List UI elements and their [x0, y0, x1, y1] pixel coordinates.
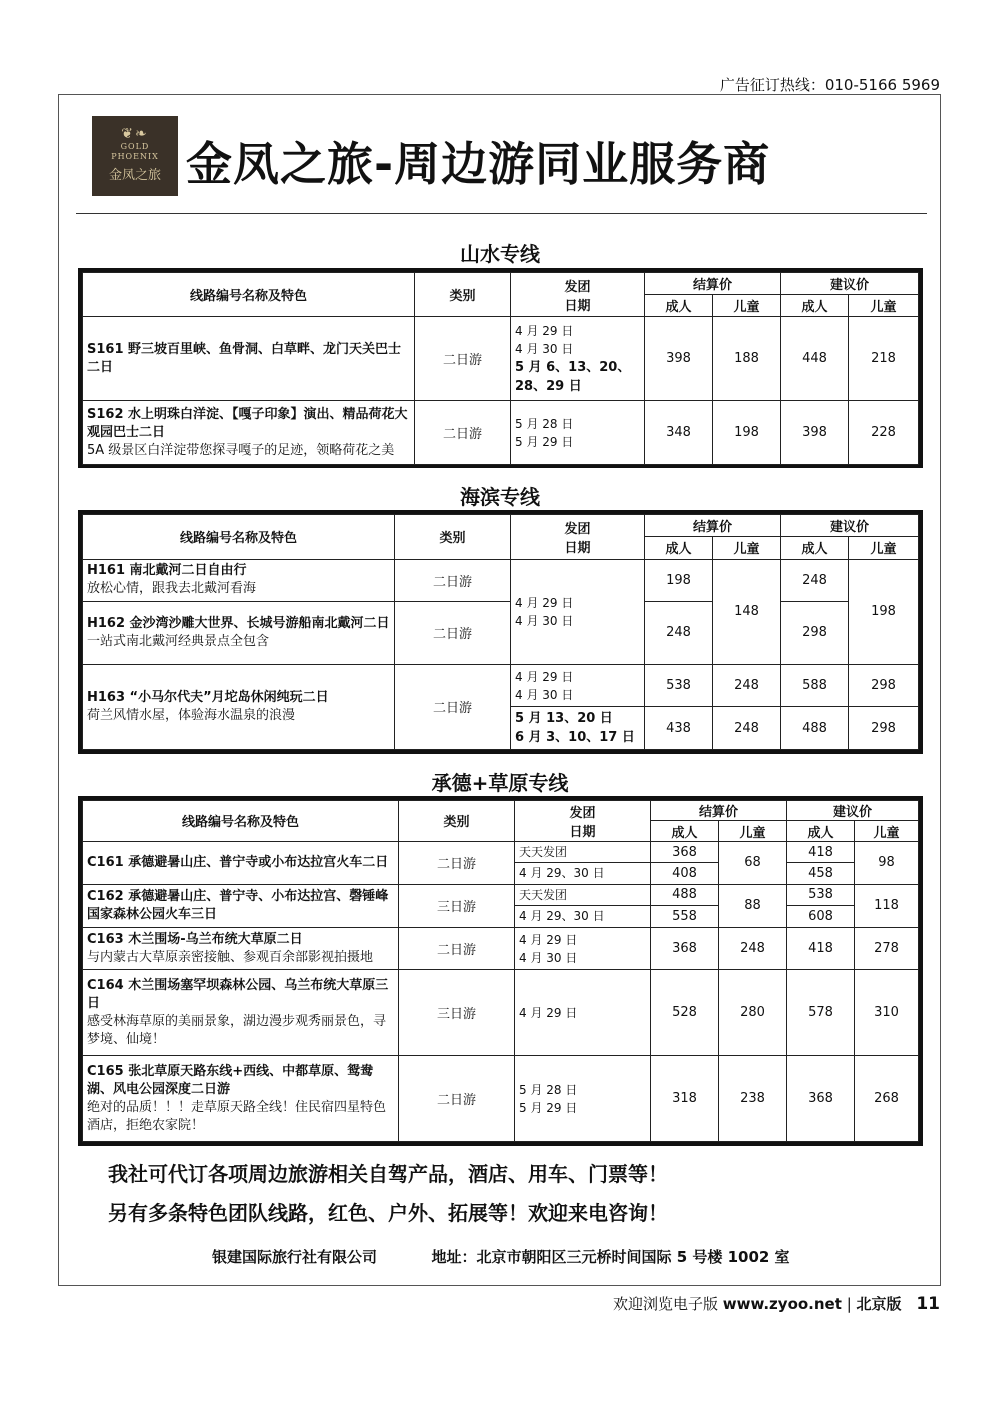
phoenix-swirl-icon: ❦❧	[121, 126, 149, 142]
table-row: C163 木兰围场-乌兰布统大草原二日 与内蒙古大草原亲密接触、参观百余部影视拍摄地 二日游 4 月 29 日 4 月 30 日 368 248 418 278	[83, 927, 919, 970]
title-divider	[76, 213, 927, 214]
company-name: 银建国际旅行社有限公司	[212, 1248, 378, 1266]
table-row: S161 野三坡百里峡、鱼骨洞、白草畔、龙门天关巴士二日 二日游 4 月 29 日 4 月 30 日 5 月 6、13、20、28、29 日 398 188 448 218	[83, 317, 919, 401]
table-row: C164 木兰围场塞罕坝森林公园、乌兰布统大草原三日 感受林海草原的美丽景象，湖边漫步观秀丽景色，寻梦境、仙境！ 三日游 4 月 29 日 528 280 578 310	[83, 970, 919, 1056]
table-row: C162 承德避暑山庄、普宁寺、小布达拉宫、磬锤峰国家森林公园火车三日 三日游 天天发团 488 88 538 118	[83, 884, 919, 905]
section-title-chengde: 承德+草原专线	[431, 771, 569, 795]
table-row: S162 水上明珠白洋淀、【嘎子印象】演出、精品荷花大观园巴士二日 5A 级景区白洋淀带您探寻嘎子的足迹，领略荷花之美 二日游 5 月 28 日 5 月 29 日 348 198 398 228	[83, 401, 919, 465]
website-link[interactable]: www.zyoo.net	[722, 1295, 842, 1313]
page-title: 金凤之旅-周边游同业服务商	[186, 137, 771, 191]
ad-hotline: 广告征订热线：010-5166 5969	[719, 76, 940, 94]
section-title-haibin: 海滨专线	[460, 485, 540, 509]
gold-phoenix-logo: ❦❧ GOLD PHOENIX 金凤之旅	[92, 116, 178, 196]
page-number: 11	[916, 1294, 940, 1314]
table-row: H163 “小马尔代夫”月坨岛休闲纯玩二日 荷兰风情水屋，体验海水温泉的浪漫 二日游 4 月 29 日 4 月 30 日 538 248 588 298	[83, 664, 919, 707]
table-shanshui: 线路编号名称及特色 类别 发团 日期 结算价 建议价 成人 儿童 成人 儿童 S161 野三坡百里峡、鱼骨洞、白草畔、龙门天关巴士二日 二日游 4 月 29 日 4 月 30 日 5 月 6、13、20、28、29 日 398 188 448 218 S162 水上明珠白洋淀、【嘎子印象】演出、精品荷花大观园巴士二日 5A 级景区白洋淀带您探寻嘎子的足迹，领略荷花之美 二日游 5 月 28 日 5 月 29 日 348 198 398 228	[78, 268, 923, 468]
promo-line-2: 另有多条特色团队线路，红色、户外、拓展等！欢迎来电咨询！	[108, 1201, 668, 1225]
company-address: 地址：北京市朝阳区三元桥时间国际 5 号楼 1002 室	[431, 1248, 790, 1266]
company-info	[212, 1246, 790, 1267]
table-row: C161 承德避暑山庄、普宁寺或小布达拉宫火车二日 二日游 天天发团 368 68 418 98	[83, 841, 919, 862]
table-row: 5 月 13、20 日 6 月 3、10、17 日 438 248 488 298	[83, 707, 919, 750]
section-title-shanshui: 山水专线	[460, 242, 540, 266]
page-footer: 欢迎浏览电子版 www.zyoo.net | 北京版 11	[612, 1294, 940, 1314]
table-haibin: 线路编号名称及特色 类别 发团 日期 结算价 建议价 成人 儿童 成人 儿童 H161 南北戴河二日自由行 放松心情，跟我去北戴河看海 二日游 4 月 29 日 4 月 30 日 198 148 248 198 H162 金沙湾沙雕大世界、长城号游船南北戴河二日 一站式南北戴河经典景点全包含 二日游 248 298 H163 “小马尔代夫”月坨岛休闲纯玩二日 荷兰风情水屋，体验海水温泉的浪漫 二日游 4 月 29 日 4 月 30 日 538 248 588 298 5 月 13、20 日 6 月 3、10、17 日 438 248 488 298	[78, 510, 923, 754]
table-row: H161 南北戴河二日自由行 放松心情，跟我去北戴河看海 二日游 4 月 29 日 4 月 30 日 198 148 248 198	[83, 559, 919, 602]
table-chengde: 线路编号名称及特色 类别 发团 日期 结算价 建议价 成人 儿童 成人 儿童 C161 承德避暑山庄、普宁寺或小布达拉宫火车二日 二日游 天天发团 368 68 418 98 4 月 29、30 日 408 458 C162 承德避暑山庄、普宁寺、小布达拉宫、磬锤峰国家森林公园火车三日 三日游 天天发团 488 88 538 118 4 月 29、30 日 558 608 C163 木兰围场-乌兰布统大草原二日 与内蒙古大草原亲密接触、参观百余部影视拍摄地 二日游 4 月 29 日 4 月 30 日 368 248 418 278 C164 木兰围场塞罕坝森林公园、乌兰布统大草原三日 感受林海草原的美丽景象，湖边漫步观秀丽景色，寻梦境、仙境！ 三日游 4 月 29 日 528 280 578 310 C165 张北草原天路东线+西线、中都草原、鸳鸯湖、风电公园深度二日游 绝对的品质！！！走草原天路全线！住民宿四星特色酒店，拒绝农家院！ 二日游 5 月 28 日 5 月 29 日 318 238 368 268	[78, 796, 923, 1146]
table-row: H162 金沙湾沙雕大世界、长城号游船南北戴河二日 一站式南北戴河经典景点全包含 二日游 248 298	[83, 602, 919, 665]
promo-line-1: 我社可代订各项周边旅游相关自驾产品，酒店、用车、门票等！	[108, 1162, 668, 1186]
table-row: C165 张北草原天路东线+西线、中都草原、鸳鸯湖、风电公园深度二日游 绝对的品质！！！走草原天路全线！住民宿四星特色酒店，拒绝农家院！ 二日游 5 月 28 日 5 月 29 日 318 238 368 268	[83, 1056, 919, 1142]
